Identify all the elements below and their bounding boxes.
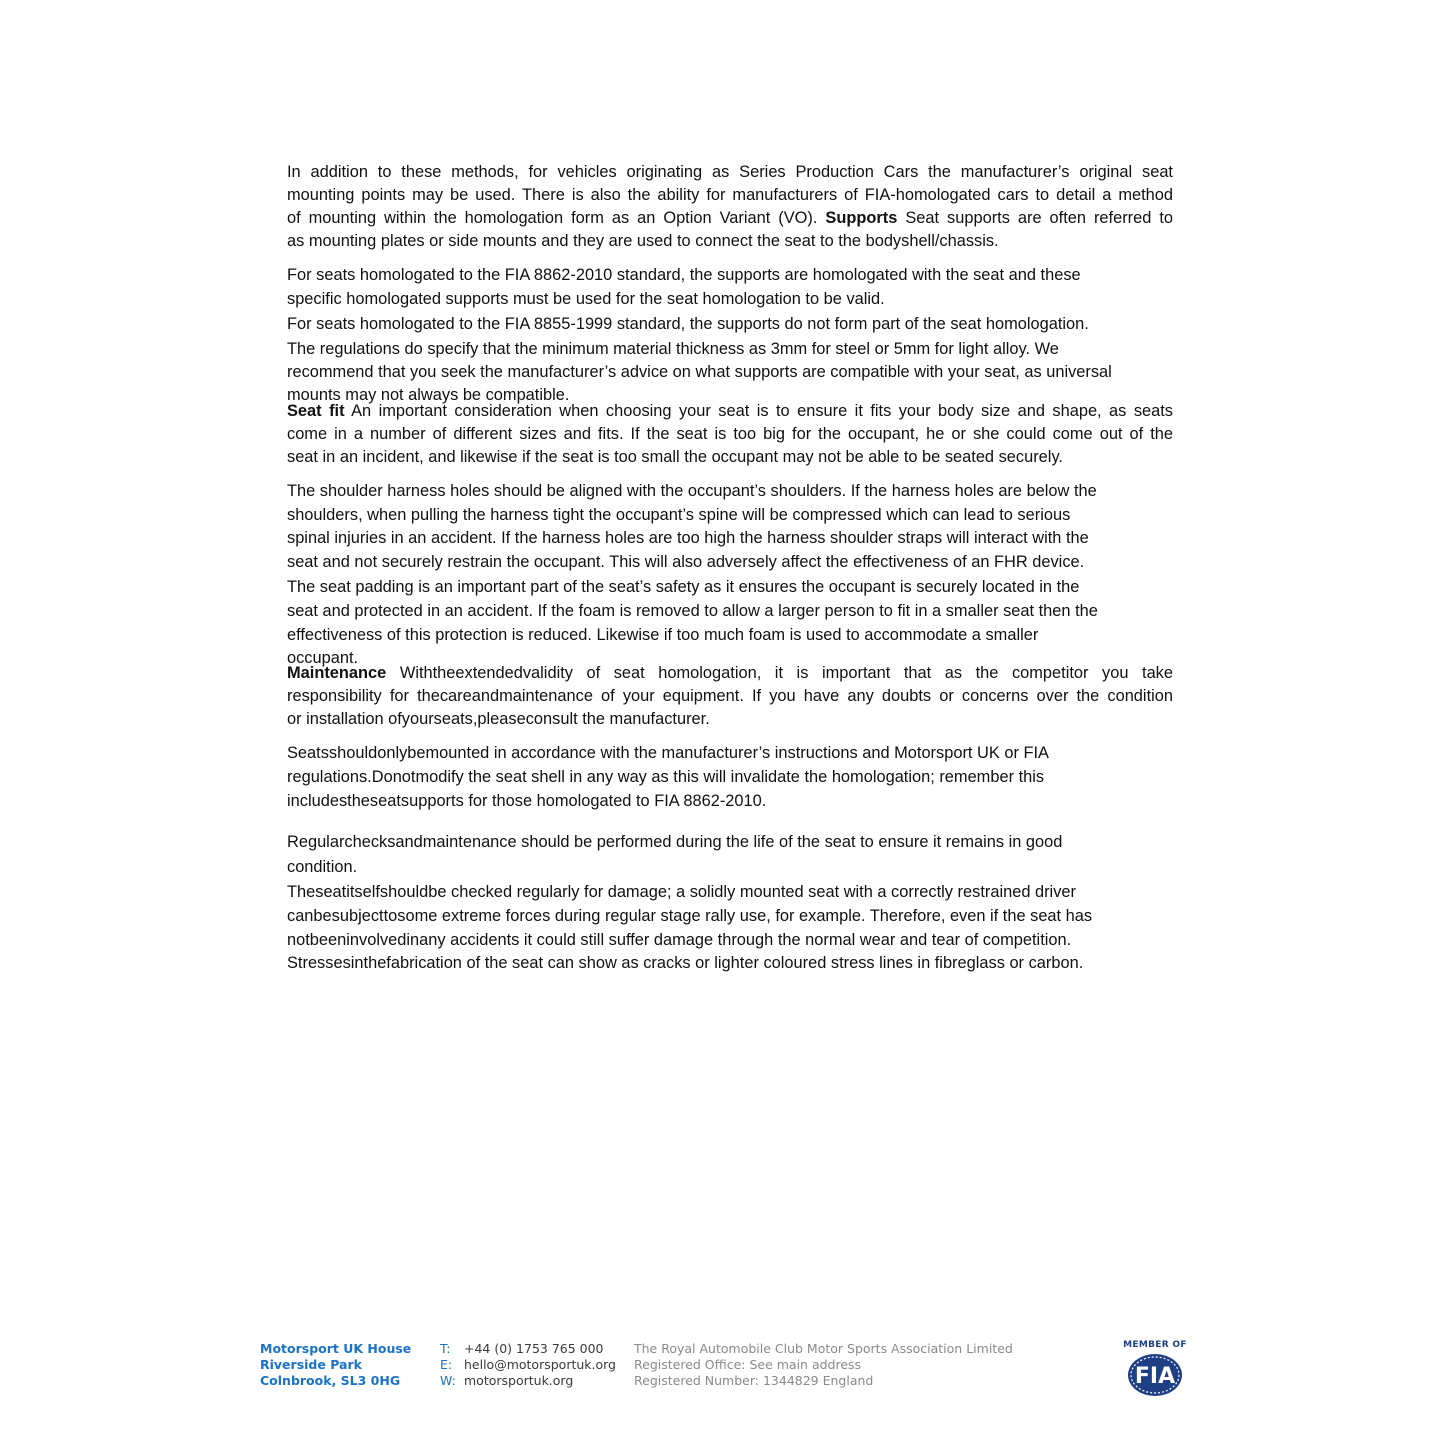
text-line: Regularchecksandmaintenance should be performed during the life of the seat to ensure it remains in good <box>287 833 1063 851</box>
text-line: seat in an incident, and likewise if the seat is too small the occupant may not be able to be seated securely. <box>287 448 1063 466</box>
text-line: notbeeninvolvedinany accidents it could still suffer damage through the normal wear and tear of competition. <box>287 931 1072 949</box>
section-heading-seat-fit: Seat fit <box>287 402 345 420</box>
text-line: effectiveness of this protection is reduced. Likewise if too much foam is used to accommodate a smaller <box>287 626 1039 644</box>
text-line: includestheseatsupports for those homologated to FIA 8862-2010. <box>287 792 767 810</box>
text-line: as mounting plates or side mounts and they are used to connect the seat to the bodyshell/chassis. <box>287 232 999 250</box>
fia-logo-text: FIA <box>1134 1364 1176 1389</box>
text-line: Theseatitselfshouldbe checked regularly for damage; a solidly mounted seat with a correctly restrained driver <box>287 883 1076 901</box>
footer-legal <box>634 1341 1013 1389</box>
text-line: or installation ofyourseats,pleaseconsult the manufacturer. <box>287 710 710 728</box>
website-link[interactable]: motorsportuk.org <box>464 1373 574 1388</box>
section-heading-maintenance: Maintenance <box>287 664 387 682</box>
text-line: responsibility for thecareandmaintenance of your equipment. If you have any doubts or concerns over the condition <box>287 687 1173 705</box>
fia-logo-icon <box>1126 1352 1184 1398</box>
contact-key: T: <box>440 1341 451 1356</box>
text-line: Stressesinthefabrication of the seat can show as cracks or lighter coloured stress lines in fibreglass or carbon. <box>287 954 1084 972</box>
contact-email <box>440 1357 616 1373</box>
contact-key: E: <box>440 1357 453 1372</box>
text-line: recommend that you seek the manufacturer’s advice on what supports are compatible with your seat, as universal <box>287 363 1112 381</box>
text-line: For seats homologated to the FIA 8862-2010 standard, the supports are homologated with the seat and these <box>287 266 1081 284</box>
contact-key: W: <box>440 1373 456 1388</box>
footer-contact <box>440 1341 616 1389</box>
text-line: canbesubjecttosome extreme forces during regular stage rally use, for example. Therefore, even if the seat has <box>287 907 1093 925</box>
text-line: mounting points may be used. There is also the ability for manufacturers of FIA-homologated cars to detail a method <box>287 186 1173 204</box>
contact-phone <box>440 1341 616 1357</box>
address-line: Colnbrook, SL3 0HG <box>260 1373 401 1388</box>
text-run: of mounting within the homologation form as an Option Variant (VO). <box>287 209 818 227</box>
email-link[interactable]: hello@motorsportuk.org <box>464 1357 616 1372</box>
text-line <box>287 208 1173 228</box>
text-line: seat and not securely restrain the occupant. This will also adversely affect the effectiveness of an FHR device. <box>287 553 1085 571</box>
text-line: The regulations do specify that the minimum material thickness as 3mm for steel or 5mm for light alloy. We <box>287 340 1059 358</box>
phone-number[interactable]: +44 (0) 1753 765 000 <box>464 1341 604 1356</box>
text-run: Seat supports are often referred to <box>905 209 1174 227</box>
text-line: mounts may not always be compatible. <box>287 386 570 404</box>
text-line: spinal injuries in an accident. If the harness holes are too high the harness shoulder straps will interact with the <box>287 529 1089 547</box>
address-line: Motorsport UK House <box>260 1341 412 1356</box>
member-of-label: MEMBER OF <box>1123 1340 1187 1350</box>
fia-member-badge <box>1122 1340 1188 1398</box>
text-line: In addition to these methods, for vehicles originating as Series Production Cars the manufacturer’s original seat <box>287 163 1173 181</box>
section-heading-supports: Supports <box>825 209 898 227</box>
legal-line: The Royal Automobile Club Motor Sports Association Limited <box>634 1341 1013 1356</box>
address-line: Riverside Park <box>260 1357 362 1372</box>
text-line: specific homologated supports must be used for the seat homologation to be valid. <box>287 290 885 308</box>
text-line: Seatsshouldonlybemounted in accordance with the manufacturer’s instructions and Motorsport UK or FIA <box>287 744 1049 762</box>
text-line: The seat padding is an important part of the seat’s safety as it ensures the occupant is securely located in the <box>287 578 1080 596</box>
text-line: regulations.Donotmodify the seat shell in any way as this will invalidate the homologation; remember this <box>287 768 1045 786</box>
text-line: come in a number of different sizes and fits. If the seat is too big for the occupant, he or she could come out of the <box>287 425 1173 443</box>
legal-line: Registered Office: See main address <box>634 1357 862 1372</box>
text-line: condition. <box>287 858 358 876</box>
text-line <box>287 401 1173 421</box>
text-line: occupant. <box>287 649 359 667</box>
text-line: shoulders, when pulling the harness tight the occupant’s spine will be compressed which can lead to serious <box>287 506 1071 524</box>
contact-web <box>440 1373 616 1389</box>
text-run: An important consideration when choosing your seat is to ensure it fits your body size and shape, as seats <box>351 402 1173 420</box>
text-run: Withtheextendedvalidity of seat homologation, it is important that as the competitor you take <box>399 664 1173 682</box>
text-line: For seats homologated to the FIA 8855-1999 standard, the supports do not form part of the seat homologation. <box>287 315 1089 333</box>
text-line <box>287 663 1173 683</box>
footer-address <box>260 1341 411 1389</box>
text-line: seat and protected in an accident. If the foam is removed to allow a larger person to fit in a smaller seat then the <box>287 602 1098 620</box>
text-line: The shoulder harness holes should be aligned with the occupant’s shoulders. If the harness holes are below the <box>287 482 1097 500</box>
legal-line: Registered Number: 1344829 England <box>634 1373 874 1388</box>
